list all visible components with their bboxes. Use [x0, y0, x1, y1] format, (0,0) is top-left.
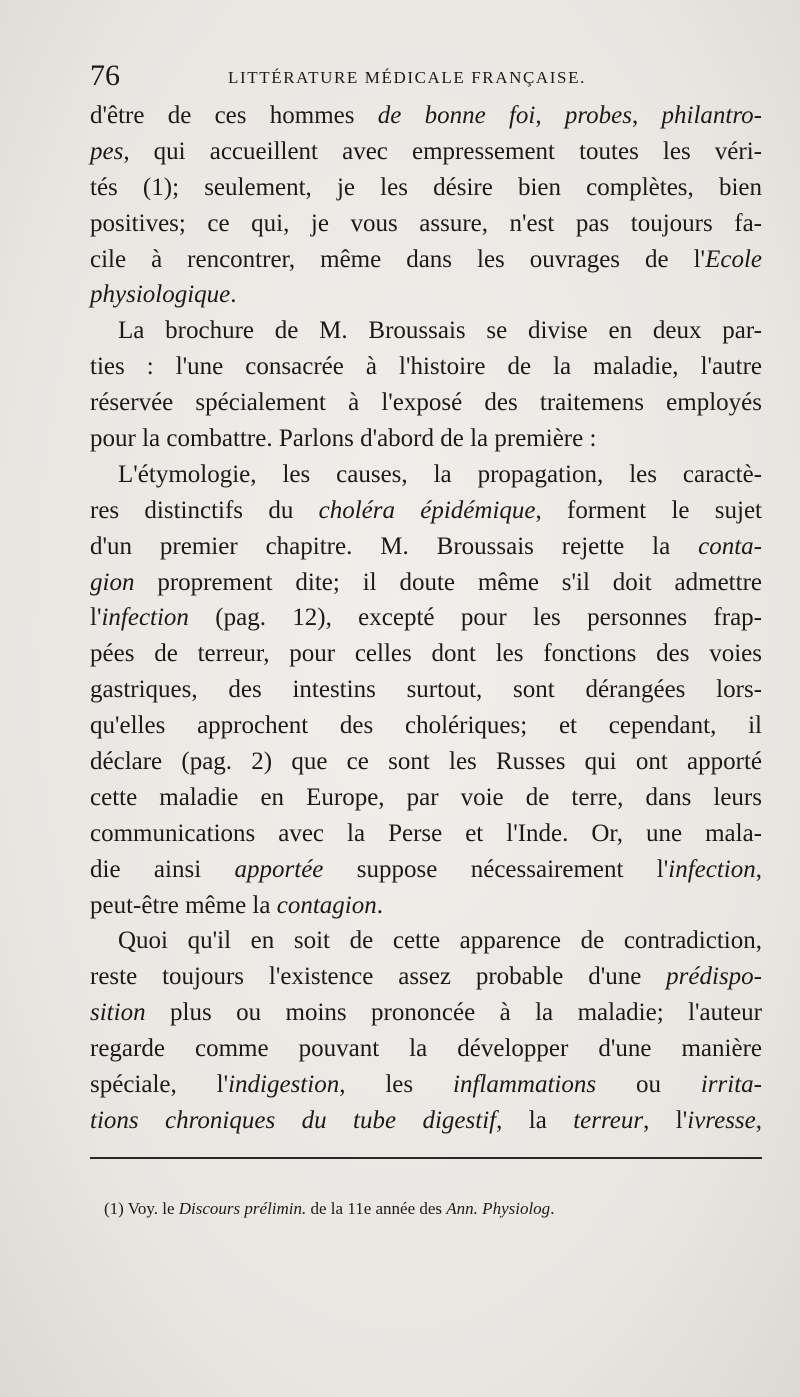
italic-text: terreur: [573, 1106, 644, 1134]
footnote-text: .: [550, 1199, 555, 1218]
text-line: [90, 852, 762, 888]
text-run: ,: [755, 855, 762, 883]
text-line: [90, 780, 762, 816]
italic-text: sition: [90, 999, 146, 1027]
text-run: , forment le sujet: [535, 496, 762, 524]
text-run: ,: [632, 102, 662, 129]
italic-text: probes: [564, 102, 633, 129]
footnote: [104, 1197, 764, 1221]
text-line: [90, 170, 762, 206]
text-run: .: [376, 891, 383, 919]
footnote-text: (1) Voy. le: [104, 1199, 179, 1218]
text-line: [90, 277, 762, 313]
text-run: plus ou moins prononcée à la maladie; l'auteur: [145, 999, 762, 1027]
text-run: gastriques, des intestins surtout, sont dérangées lors-: [90, 676, 762, 704]
text-run: suppose nécessairement l': [323, 855, 669, 883]
text-run: pour la combattre. Parlons d'abord de la première :: [90, 425, 597, 453]
text-run: ou: [596, 1071, 701, 1099]
text-run: reste toujours l'existence assez probable d'une: [90, 963, 667, 991]
italic-text: prédispo-: [666, 963, 762, 991]
text-run: cile à rencontrer, même dans les ouvrages de l': [90, 245, 706, 273]
text-run: , qui accueillent avec empressement toutes les véri-: [123, 137, 762, 165]
italic-text: contagion: [276, 891, 377, 919]
text-run: regarde comme pouvant la développer d'une manière: [90, 1035, 762, 1063]
text-run: ties : l'une consacrée à l'histoire de la maladie, l'autre: [90, 353, 762, 381]
text-run: L'étymologie, les causes, la propagation, les caractè-: [118, 460, 762, 488]
text-run: res distinctifs du: [90, 496, 319, 524]
italic-text: tions chroniques du tube digestif: [90, 1106, 497, 1134]
italic-text: inflammations: [453, 1071, 597, 1099]
text-run: , la: [496, 1106, 574, 1134]
text-line: [90, 313, 762, 349]
text-line: [90, 708, 762, 744]
page-header: [90, 58, 770, 98]
text-run: d'un premier chapitre. M. Broussais rejette la: [90, 532, 699, 560]
text-line: [90, 600, 762, 636]
italic-text: infection: [668, 855, 756, 883]
text-run: , l': [643, 1106, 688, 1134]
footnote-text: Ann. Physiolog: [446, 1199, 551, 1218]
italic-text: philantro-: [661, 102, 762, 129]
text-line: [90, 134, 762, 170]
text-line: [90, 493, 762, 529]
italic-text: irrita-: [700, 1071, 762, 1099]
text-line: [90, 744, 762, 780]
italic-text: physiologique: [90, 281, 231, 309]
text-line: [90, 1067, 762, 1103]
text-line: [90, 636, 762, 672]
text-line: [90, 816, 762, 852]
text-run: ,: [535, 102, 565, 129]
text-line: [90, 529, 762, 565]
text-run: d'être de ces hommes: [90, 102, 378, 129]
text-line: [90, 923, 762, 959]
text-run: .: [230, 281, 237, 309]
text-line: [90, 995, 762, 1031]
text-run: réservée spécialement à l'exposé des traitemens employés: [90, 389, 762, 417]
text-run: peut-être même la: [90, 891, 277, 919]
text-run: , les: [339, 1071, 453, 1099]
text-run: La brochure de M. Broussais se divise en deux par-: [118, 317, 762, 345]
text-run: pées de terreur, pour celles dont les fonctions des voies: [90, 640, 762, 668]
italic-text: indigestion: [228, 1071, 340, 1099]
text-run: Quoi qu'il en soit de cette apparence de contradiction,: [118, 927, 762, 955]
text-line: [90, 1103, 762, 1139]
text-line: [90, 242, 762, 278]
footnote-text: de la 11e année des: [306, 1199, 447, 1218]
italic-text: apportée: [234, 855, 324, 883]
italic-text: choléra épidémique: [318, 496, 536, 524]
text-run: ,: [755, 1106, 762, 1134]
body-text: [90, 98, 762, 1139]
text-run: déclare (pag. 2) que ce sont les Russes qui ont apporté: [90, 748, 762, 776]
text-run: l': [90, 604, 102, 632]
text-run: die ainsi: [90, 855, 235, 883]
text-line: [90, 959, 762, 995]
text-run: spéciale, l': [90, 1071, 229, 1099]
italic-text: infection: [101, 604, 189, 632]
text-line: [90, 888, 762, 924]
text-run: proprement dite; il doute même s'il doit admettre: [134, 568, 762, 596]
text-line: [90, 672, 762, 708]
footnote-rule: [90, 1157, 762, 1159]
footnote-text: Discours prélimin.: [178, 1199, 307, 1218]
text-line: [90, 565, 762, 601]
italic-text: Ecole: [705, 245, 762, 273]
italic-text: gion: [90, 568, 135, 596]
text-line: [90, 349, 762, 385]
text-run: positives; ce qui, je vous assure, n'est pas toujours fa-: [90, 209, 762, 237]
text-line: [90, 206, 762, 242]
text-line: [90, 1031, 762, 1067]
running-head: LITTÉRATURE MÉDICALE FRANÇAISE.: [228, 68, 586, 87]
text-run: communications avec la Perse et l'Inde. Or, une mala-: [90, 819, 762, 847]
text-line: [90, 385, 762, 421]
italic-text: ivresse: [687, 1106, 756, 1134]
text-run: qu'elles approchent des cholériques; et cependant, il: [90, 712, 762, 740]
text-line: [90, 421, 762, 457]
text-run: tés (1); seulement, je les désire bien complètes, bien: [90, 173, 762, 201]
page-number: 76: [90, 59, 120, 92]
italic-text: pes: [90, 137, 124, 165]
italic-text: de bonne foi: [377, 102, 536, 129]
text-line: [90, 457, 762, 493]
text-run: (pag. 12), excepté pour les personnes frap-: [188, 604, 762, 632]
italic-text: conta-: [698, 532, 762, 560]
text-run: cette maladie en Europe, par voie de terre, dans leurs: [90, 783, 762, 811]
text-line: [90, 98, 762, 134]
